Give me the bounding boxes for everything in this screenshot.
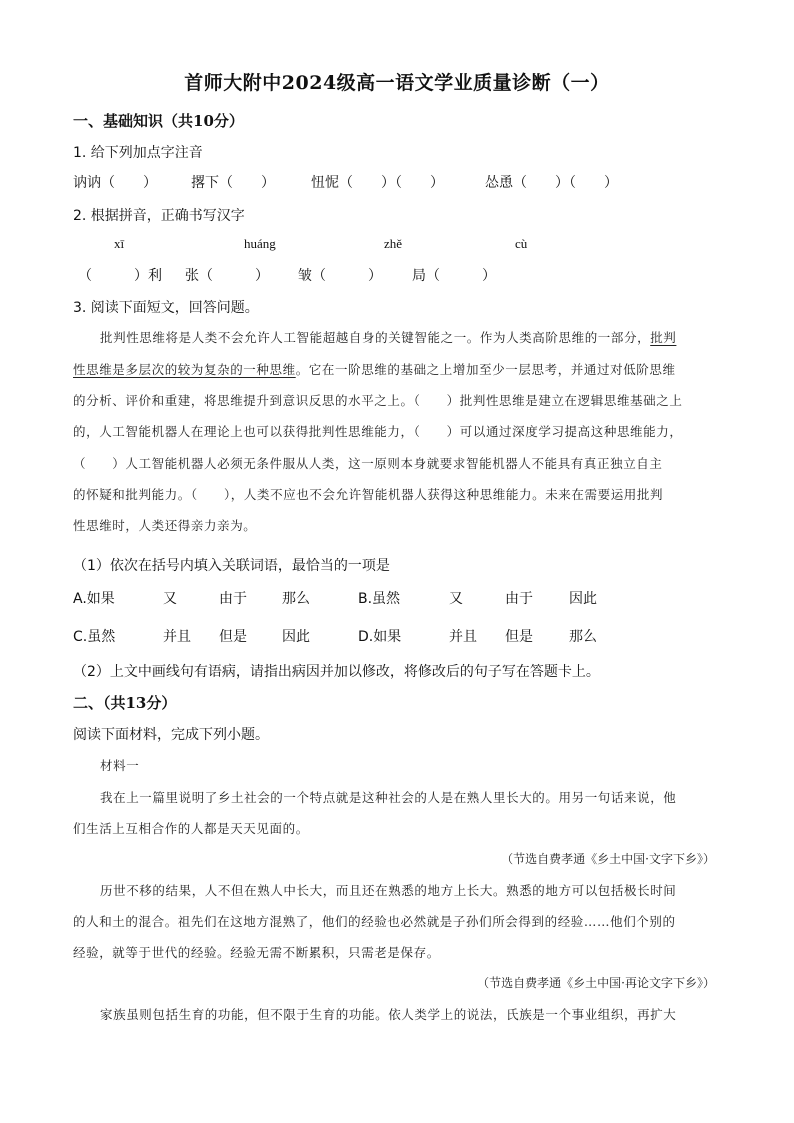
underlined-sentence: 性思维是多层次的较为复杂的一种思维 bbox=[73, 362, 296, 377]
option-d-label: D.如果 bbox=[358, 629, 402, 645]
q2-blank: 局（ ） bbox=[412, 268, 496, 284]
material-paragraph-line: 的人和土的混合。祖先们在这地方混熟了，他们的经验也必然就是子孙们所会得到的经验……他们个别的 bbox=[73, 914, 676, 929]
question-2-prompt: 2. 根据拼音，正确书写汉字 bbox=[73, 208, 245, 224]
option-word: 并且 bbox=[449, 629, 477, 645]
option-word: 那么 bbox=[282, 591, 310, 607]
source-citation: （节选自费孝通《乡土中国·再论文字下乡》） bbox=[477, 976, 715, 990]
option-word: 又 bbox=[163, 591, 177, 607]
option-c-label: C.虽然 bbox=[73, 629, 116, 645]
pinyin: xī bbox=[114, 236, 125, 251]
material-label: 材料一 bbox=[100, 758, 140, 773]
option-word: 因此 bbox=[282, 629, 310, 645]
material-paragraph-line: 历世不移的结果，人不但在熟人中长大，而且还在熟悉的地方上长大。熟悉的地方可以包括极长时间 bbox=[100, 883, 677, 898]
passage-line: 的分析、评价和重建，将思维提升到意识反思的水平之上。（ ）批判性思维是建立在逻辑思维基础之上 bbox=[73, 393, 683, 408]
q1-item: 怂恿（ ）（ ） bbox=[485, 175, 618, 191]
q1-item: 撂下（ ） bbox=[191, 175, 275, 191]
q1-item: 讷讷（ ） bbox=[73, 175, 157, 191]
q2-blank: （ ）利 bbox=[78, 268, 162, 284]
section-2-heading: 二、（共13分） bbox=[73, 694, 177, 712]
option-word: 那么 bbox=[569, 629, 597, 645]
option-word: 并且 bbox=[163, 629, 191, 645]
option-word: 又 bbox=[449, 591, 463, 607]
option-word: 但是 bbox=[505, 629, 533, 645]
material-paragraph-line: 经验，就等于世代的经验。经验无需不断累积，只需老是保存。 bbox=[73, 945, 440, 960]
passage-line: （ ）人工智能机器人必须无条件服从人类，这一原则本身就要求智能机器人不能具有真正独立自主 bbox=[73, 456, 663, 471]
sub-question-2: （2）上文中画线句有语病，请指出病因并加以修改，将修改后的句子写在答题卡上。 bbox=[73, 664, 600, 680]
question-1-prompt: 1. 给下列加点字注音 bbox=[73, 145, 203, 161]
pinyin: zhě bbox=[384, 236, 403, 251]
section-2-intro: 阅读下面材料，完成下列小题。 bbox=[73, 727, 269, 743]
source-citation: （节选自费孝通《乡土中国·文字下乡》） bbox=[501, 852, 715, 866]
passage-line: 性思维时，人类还得亲力亲为。 bbox=[73, 518, 257, 533]
material-paragraph-line: 们生活上互相合作的人都是天天见面的。 bbox=[73, 821, 309, 836]
option-word: 但是 bbox=[219, 629, 247, 645]
passage-line: 的，人工智能机器人在理论上也可以获得批判性思维能力，（ ）可以通过深度学习提高这种思维能力， bbox=[73, 424, 683, 439]
option-word: 由于 bbox=[219, 591, 247, 607]
pinyin: huáng bbox=[244, 236, 276, 251]
q2-blank: 皱（ ） bbox=[298, 268, 382, 284]
material-paragraph-line: 我在上一篇里说明了乡土社会的一个特点就是这种社会的人是在熟人里长大的。用另一句话来说，他 bbox=[100, 790, 677, 805]
pinyin: cù bbox=[515, 236, 528, 251]
q2-blank: 张（ ） bbox=[185, 268, 269, 284]
material-paragraph-line: 家族虽则包括生育的功能，但不限于生育的功能。依人类学上的说法，氏族是一个事业组织，再扩大 bbox=[100, 1007, 677, 1022]
option-a-label: A.如果 bbox=[73, 591, 115, 607]
page-title: 首师大附中2024级高一语文学业质量诊断（一） bbox=[184, 72, 610, 94]
passage-line: 的怀疑和批判能力。（ ），人类不应也不会允许智能机器人获得这种思维能力。未来在需要运用批判 bbox=[73, 487, 664, 502]
question-3-prompt: 3. 阅读下面短文，回答问题。 bbox=[73, 300, 259, 316]
passage-line: 批判性思维将是人类不会允许人工智能超越自身的关键智能之一。作为人类高阶思维的一部分，批判 bbox=[100, 330, 677, 345]
option-word: 由于 bbox=[505, 591, 533, 607]
option-word: 因此 bbox=[569, 591, 597, 607]
option-b-label: B.虽然 bbox=[358, 591, 401, 607]
sub-question-1: （1）依次在括号内填入关联词语，最恰当的一项是 bbox=[73, 558, 390, 574]
passage-line: 性思维是多层次的较为复杂的一种思维。它在一阶思维的基础之上增加至少一层思考，并通过对低阶思维 bbox=[73, 362, 676, 377]
underlined-sentence: 批判 bbox=[650, 330, 677, 345]
q1-item: 忸怩（ ）（ ） bbox=[311, 175, 444, 191]
section-1-heading: 一、基础知识（共10分） bbox=[73, 112, 244, 130]
